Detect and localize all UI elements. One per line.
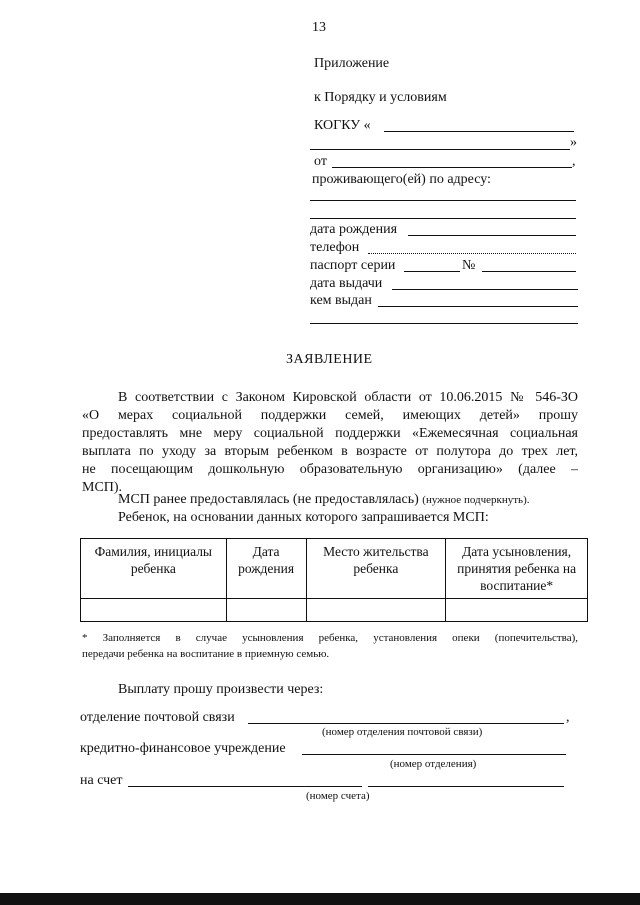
kogku-field-line-2[interactable]: [310, 149, 570, 150]
appendix-ref: к Порядку и условиям: [314, 90, 447, 105]
table-header-row: [81, 539, 588, 599]
table-row: [81, 599, 588, 622]
from-label: от: [314, 154, 327, 169]
body-line-1: В соответствии с Законом Кировской области от 10.06.2015 № 546-ЗО: [118, 390, 578, 405]
body-line-3: предоставлять мне меру социальной поддержки «Ежемесячная социальная: [82, 426, 578, 441]
address-line-1[interactable]: [310, 200, 576, 201]
body-line-4: выплата по уходу за вторым ребенком в возрасте от полутора до трех лет,: [82, 444, 578, 459]
table-cell[interactable]: [446, 599, 588, 622]
footnote-line-2: передачи ребенка на воспитание в приемную семью.: [82, 648, 330, 660]
col-header-adoption-date: Дата усыновления, принятия ребенка на воспитание*: [446, 539, 588, 599]
post-office-hint: (номер отделения почтовой связи): [322, 726, 483, 738]
body-line-2: «О мерах социальной поддержки семей, имеющих детей» прошу: [82, 408, 578, 423]
msp-status: [118, 492, 530, 508]
passport-series-label: паспорт серии: [310, 258, 396, 273]
account-label: на счет: [80, 773, 123, 788]
table-cell[interactable]: [306, 599, 446, 622]
body-line-5: не посещающим дошкольную образовательную организацию» (далее –: [82, 462, 578, 477]
issue-date-label: дата выдачи: [310, 276, 383, 291]
account-field-2[interactable]: [368, 786, 564, 787]
table-cell[interactable]: [81, 599, 227, 622]
phone-label: телефон: [310, 240, 360, 255]
msp-status-text: МСП ранее предоставлялась (не предоставлялась): [118, 492, 419, 507]
account-field-1[interactable]: [128, 786, 362, 787]
from-field-line[interactable]: [332, 167, 572, 168]
col-header-residence: Место жительства ребенка: [306, 539, 446, 599]
phone-field[interactable]: [368, 253, 576, 254]
bank-field[interactable]: [302, 754, 566, 755]
residing-label: проживающего(ей) по адресу:: [312, 172, 491, 187]
issue-date-field[interactable]: [392, 289, 578, 290]
birth-date-field[interactable]: [408, 235, 576, 236]
page-number: 13: [312, 20, 326, 35]
passport-number-field[interactable]: [482, 271, 576, 272]
issued-by-label: кем выдан: [310, 293, 372, 308]
table-cell[interactable]: [226, 599, 306, 622]
close-quote: »: [570, 135, 577, 150]
passport-series-field[interactable]: [404, 271, 460, 272]
payment-intro: Выплату прошу произвести через:: [118, 682, 324, 697]
issued-by-field[interactable]: [378, 306, 578, 307]
address-line-2[interactable]: [310, 218, 576, 219]
bank-label: кредитно-финансовое учреждение: [80, 741, 286, 756]
kogku-label: КОГКУ «: [314, 118, 371, 133]
scan-bottom-bar: [0, 893, 640, 905]
issued-by-field-2[interactable]: [310, 323, 578, 324]
col-header-birth-date: Дата рождения: [226, 539, 306, 599]
child-table: [80, 538, 588, 622]
col-header-name: Фамилия, инициалы ребенка: [81, 539, 227, 599]
child-basis: Ребенок, на основании данных которого запрашивается МСП:: [118, 510, 489, 525]
appendix-title: Приложение: [314, 56, 390, 71]
from-comma: ,: [572, 154, 576, 169]
statement-title: ЗАЯВЛЕНИЕ: [286, 352, 373, 367]
kogku-field-line[interactable]: [384, 131, 574, 132]
bank-hint: (номер отделения): [390, 758, 477, 770]
birth-date-label: дата рождения: [310, 222, 398, 237]
footnote-line-1: * Заполняется в случае усыновления ребенка, установления опеки (попечительства),: [82, 632, 578, 644]
post-office-label: отделение почтовой связи: [80, 710, 235, 725]
post-office-comma: ,: [566, 710, 570, 725]
body-line-6: МСП).: [82, 480, 123, 495]
account-hint: (номер счета): [306, 790, 370, 802]
msp-status-note: (нужное подчеркнуть).: [422, 494, 530, 506]
post-office-field[interactable]: [248, 723, 564, 724]
passport-number-label: №: [462, 258, 476, 273]
